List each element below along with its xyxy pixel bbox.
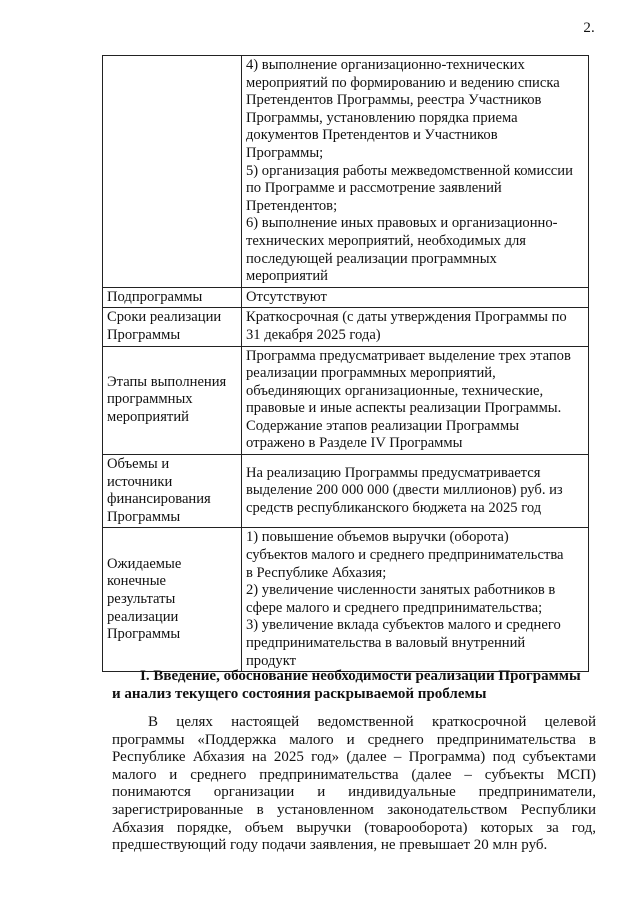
row-value: Программа предусматривает выделение трех этапов реализации программных мероприятий, объединяющих организационные, технические, правовые и иные аспекты реализации Программы. Содержание этапов реализации Программы отражено в Разделе IV Программы	[246, 347, 571, 452]
paragraph-line: В целях настоящей ведомственной краткосрочной целевой	[148, 714, 596, 730]
row-value: На реализацию Программы предусматривается выделение 200 000 000 (двести миллионов) руб. из средств республиканского бюджета на 2025 год	[246, 464, 563, 517]
row-value: Краткосрочная (с даты утверждения Программы по 31 декабря 2025 года)	[246, 309, 567, 343]
paragraph-line: Абхазия порядке, объем выручки (товарооборота) которых за год,	[112, 819, 596, 836]
program-passport-table	[102, 55, 589, 672]
row-value-cell	[242, 308, 589, 346]
paragraph-line: программы «Поддержка малого и среднего предпринимательства в	[112, 731, 596, 748]
section-heading	[112, 667, 600, 703]
row-value: Отсутствуют	[246, 288, 327, 305]
row-value-cell	[242, 346, 589, 455]
paragraph-line: Республике Абхазия на 2025 год» (далее – Программа) под субъектами	[112, 749, 596, 766]
row-label-cell	[103, 308, 242, 346]
row-label: Объемы и источники финансирования Программы	[107, 456, 211, 525]
row-label: Этапы выполнения программных мероприятий	[107, 373, 227, 426]
table-row	[103, 287, 589, 308]
row-label: Сроки реализации Программы	[107, 309, 222, 343]
intro-paragraph	[112, 714, 596, 855]
row-value-cell	[242, 56, 589, 288]
table-row	[103, 455, 589, 528]
row-label-cell	[103, 346, 242, 455]
row-label-cell	[103, 528, 242, 672]
row-value: 4) выполнение организационно-технических мероприятий по формированию и ведению списка Претендентов Программы, реестра Участников Программы, установлению порядка приема документов Претендентов и Участников Программы; 5) организация работы межведомственной комиссии по Программе и рассмотрение заявлений Претендентов; 6) выполнение иных правовых и организационно- технических мероприятий, необходимых для последующей реализации программных мероприятий	[246, 57, 573, 285]
section-heading-line: и анализ текущего состояния раскрываемой проблемы	[112, 686, 487, 702]
page-number: 2.	[583, 20, 595, 36]
section-heading-line: I. Введение, обоснование необходимости реализации Программы	[140, 668, 581, 684]
row-label: Ожидаемые конечные результаты реализации Программы	[107, 555, 182, 643]
paragraph-line: малого и среднего предпринимательства (далее – субъекты МСП)	[112, 766, 596, 783]
table-row	[103, 346, 589, 455]
table-row	[103, 528, 589, 672]
paragraph-line: понимаются организации и индивидуальные предприниматели,	[112, 784, 596, 801]
row-label-cell	[103, 455, 242, 528]
row-value-cell	[242, 528, 589, 672]
paragraph-line: зарегистрированные в установленном законодательством Республики	[112, 801, 596, 818]
paragraph-line: предшествующий году подачи заявления, не превышает 20 млн руб.	[112, 837, 548, 854]
row-label: Подпрограммы	[107, 288, 203, 305]
row-value-cell	[242, 455, 589, 528]
table-row	[103, 308, 589, 346]
row-label-cell	[103, 287, 242, 308]
table-row	[103, 56, 589, 288]
row-value: 1) повышение объемов выручки (оборота) субъектов малого и среднего предпринимательства в Республике Абхазия; 2) увеличение численности занятых работников в сфере малого и среднего предпринимательства; 3) увеличение вклада субъектов малого и среднего предпринимательства в валовый внутренний продукт	[246, 529, 564, 669]
row-value-cell	[242, 287, 589, 308]
row-label-cell	[103, 56, 242, 288]
